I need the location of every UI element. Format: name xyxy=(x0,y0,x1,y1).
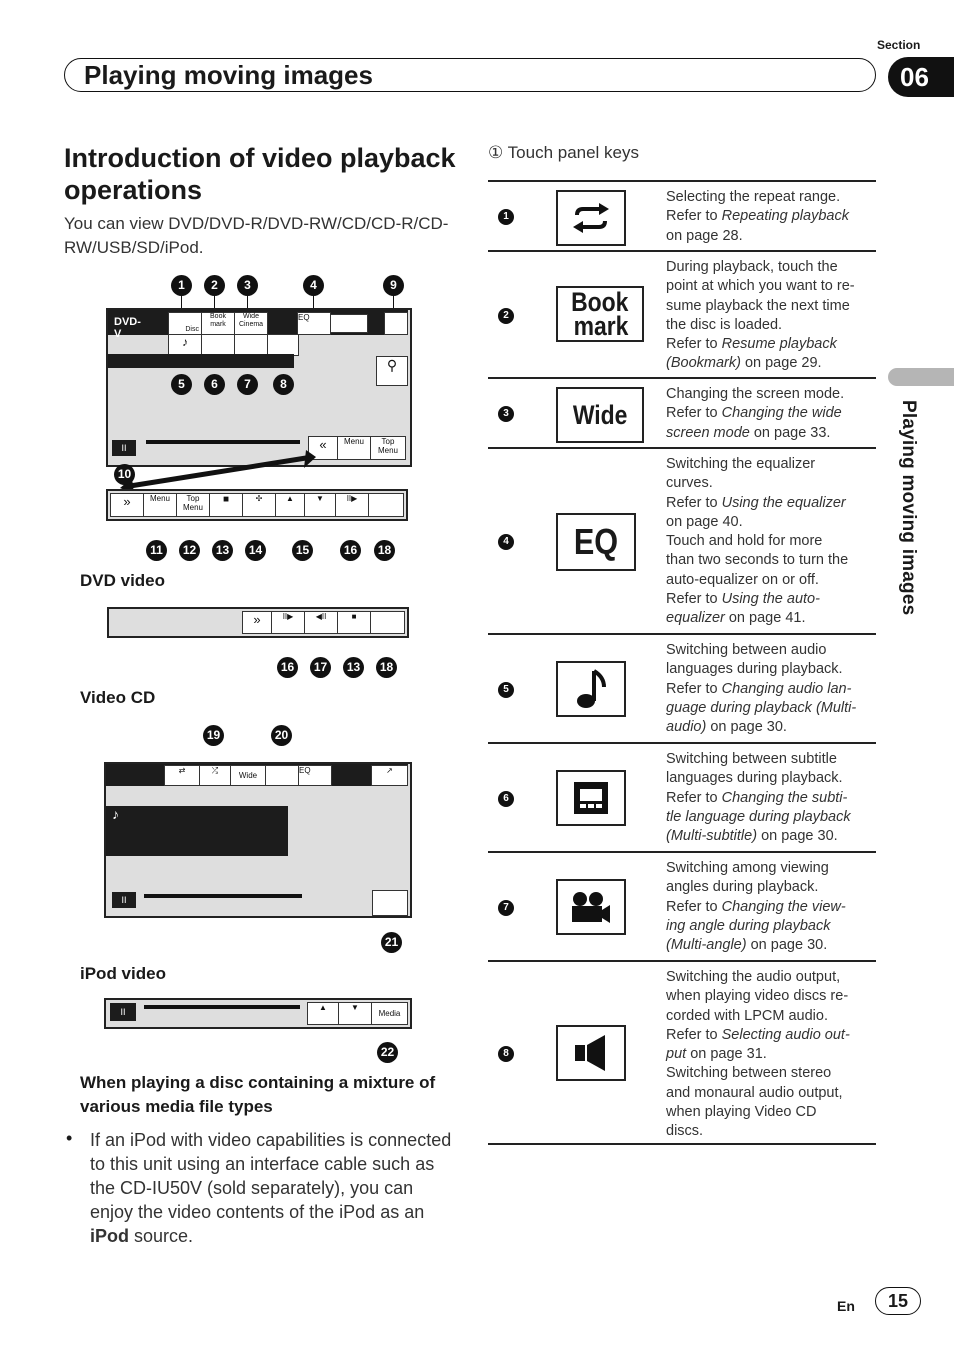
callout-21: 21 xyxy=(381,932,402,953)
callout-1: 1 xyxy=(171,275,192,296)
camera-icon xyxy=(556,879,626,935)
callout-11: 11 xyxy=(146,540,167,561)
callout-10: 10 xyxy=(114,464,135,485)
callout-8: 8 xyxy=(273,374,294,395)
subtitle-icon xyxy=(556,770,626,826)
repeat-icon xyxy=(556,190,626,246)
callout-4: 4 xyxy=(303,275,324,296)
intro-heading: Introduction of video playback operations xyxy=(64,143,456,205)
ipod-blank-key[interactable] xyxy=(265,765,299,786)
callout-9: 9 xyxy=(383,275,404,296)
callout-19: 19 xyxy=(203,725,224,746)
search-key[interactable]: ⚲ xyxy=(376,356,408,386)
menu-nav-key[interactable]: ✣ xyxy=(242,493,276,517)
music-note-icon: ♪ xyxy=(112,806,119,822)
wide-small-key[interactable]: Wide Cinema xyxy=(234,312,268,335)
intro-text: You can view DVD/DVD-R/DVD-RW/CD/CD-R/CD-RW/USB/SD/iPod. xyxy=(64,214,449,257)
row-description: Selecting the repeat range. Refer to Repeating playback on page 28. xyxy=(666,189,849,244)
row-number: 2 xyxy=(498,306,514,324)
prev-key[interactable]: ▲ xyxy=(275,493,305,517)
blank-key xyxy=(330,314,368,333)
ipod-video-label: iPod video xyxy=(80,964,166,983)
ipod-switch-key[interactable] xyxy=(372,890,408,916)
callout-18: 18 xyxy=(374,540,395,561)
row-description: Switching between subtitle languages during playback. Refer to Changing the subti- tle language during playback (Multi-subtitle) on page 30. xyxy=(666,751,851,845)
vcd-blank-key[interactable] xyxy=(370,611,405,634)
row-description: Switching the equalizer curves. Refer to Using the equalizer on page 40. Touch and hold for more than two seconds to turn the auto-equalizer on or off. Refer to Using the auto- equalizer on page 41. xyxy=(666,456,849,627)
section-number-badge: 06 xyxy=(888,57,954,97)
row-number: 5 xyxy=(498,680,514,698)
wide-key: Wide xyxy=(556,387,644,443)
callout-7: 7 xyxy=(237,374,258,395)
eq-small-key[interactable]: EQ xyxy=(297,312,331,335)
side-tab-label: Playing moving images xyxy=(898,400,919,616)
row-description: Switching between audio languages during playback. Refer to Changing audio lan- guage during playback (Multi- audio) on page 30. xyxy=(666,642,857,736)
side-tab-bar xyxy=(888,368,954,386)
ipod-repeat-key[interactable]: ⇄ xyxy=(164,765,200,786)
bar-top-menu-key[interactable]: Top Menu xyxy=(176,493,210,517)
audio-small-key[interactable]: ♪ xyxy=(168,334,202,356)
bookmark-small-key[interactable]: Book mark xyxy=(201,312,235,335)
dvd-source-label: DVD-V xyxy=(114,316,141,340)
callout-5: 5 xyxy=(171,374,192,395)
slow-forward-key[interactable]: II▶ xyxy=(335,493,369,517)
touch-key-row xyxy=(488,250,876,379)
speaker-icon xyxy=(556,1025,626,1081)
row-description: Changing the screen mode. Refer to Changing the wide screen mode on page 33. xyxy=(666,386,845,441)
vcd-slow-reverse-key[interactable]: ◀II xyxy=(304,611,338,634)
callout-12: 12 xyxy=(179,540,200,561)
blank-key-18[interactable] xyxy=(368,493,404,517)
mix-note-heading: When playing a disc containing a mixture of various media file types xyxy=(80,1073,436,1116)
callout-2: 2 xyxy=(204,275,225,296)
row-description: Switching the audio output, when playing video discs re- corded with LPCM audio. Refer to Selecting audio out- put on page 31. Switching between stereo and monaural audio output, when playing Video CD discs. xyxy=(666,969,850,1140)
touch-key-row xyxy=(488,180,876,252)
stop-key[interactable]: ■ xyxy=(209,493,243,517)
callout-13b: 13 xyxy=(343,657,364,678)
audio-output-small-key[interactable] xyxy=(267,334,299,356)
callout-22: 22 xyxy=(377,1042,398,1063)
subtitle-small-key[interactable] xyxy=(201,334,235,356)
scroll-back-key[interactable]: « xyxy=(308,436,338,460)
bar-menu-key[interactable]: Menu xyxy=(143,493,177,517)
next-key[interactable]: ▼ xyxy=(304,493,336,517)
ipod-wide-key[interactable]: Wide xyxy=(230,765,266,786)
bookmark-key: Book mark xyxy=(556,286,644,342)
scroll-forward-key[interactable]: » xyxy=(110,493,144,517)
vcd-slow-forward-key[interactable]: II▶ xyxy=(271,611,305,634)
callout-16b: 16 xyxy=(277,657,298,678)
row-number: 4 xyxy=(498,532,514,550)
page-number: 15 xyxy=(875,1287,921,1315)
touch-key-row xyxy=(488,851,876,962)
angle-small-key[interactable] xyxy=(234,334,268,356)
row-number: 7 xyxy=(498,898,514,916)
progress-bar[interactable] xyxy=(146,440,300,444)
callout-20: 20 xyxy=(271,725,292,746)
disc-key[interactable]: Disc xyxy=(168,312,202,335)
vcd-label: Video CD xyxy=(80,688,156,707)
ipod-progress-bar[interactable] xyxy=(144,894,302,898)
row-description: Switching among viewing angles during playback. Refer to Changing the view- ing angle during playback (Multi-angle) on page 30. xyxy=(666,860,846,954)
vcd-scroll-key[interactable]: » xyxy=(242,611,272,634)
pause-key[interactable]: II xyxy=(112,440,136,456)
ipod-expand-key[interactable]: ↗ xyxy=(371,765,408,786)
row-description: During playback, touch the point at which you want to re- sume playback the next time the disc is loaded. Refer to Resume playback (Bookmark) on page 29. xyxy=(666,259,855,372)
ipod-eq-key[interactable]: EQ xyxy=(298,765,332,786)
ipod-prev-key[interactable]: ▲ xyxy=(307,1002,339,1025)
ipod-bar-pause-key[interactable]: II xyxy=(110,1003,136,1021)
row-number: 1 xyxy=(498,207,514,225)
callout-14: 14 xyxy=(245,540,266,561)
ipod-next-key[interactable]: ▼ xyxy=(338,1002,372,1025)
row-number: 6 xyxy=(498,789,514,807)
dvd-info-bar xyxy=(108,354,294,368)
menu-key[interactable]: Menu xyxy=(337,436,371,460)
top-menu-key[interactable]: Top Menu xyxy=(370,436,406,460)
touch-key-row xyxy=(488,960,876,1145)
callout-17: 17 xyxy=(310,657,331,678)
touch-key-row xyxy=(488,742,876,853)
callout-16: 16 xyxy=(340,540,361,561)
callout-18b: 18 xyxy=(376,657,397,678)
touch-key-row xyxy=(488,633,876,744)
callout-6: 6 xyxy=(204,374,225,395)
expand-key[interactable] xyxy=(384,312,408,335)
ipod-shuffle-key[interactable]: ⤮ xyxy=(199,765,231,786)
ipod-info-panel xyxy=(106,806,288,856)
touch-keys-caption: ① Touch panel keys xyxy=(488,143,640,162)
callout-15: 15 xyxy=(292,540,313,561)
callout-3: 3 xyxy=(237,275,258,296)
footer-language: En xyxy=(837,1298,855,1314)
bullet-dot: • xyxy=(66,1128,73,1148)
row-number: 8 xyxy=(498,1044,514,1062)
row-number: 3 xyxy=(498,404,514,422)
touch-key-row xyxy=(488,447,876,635)
ipod-pause-key[interactable]: II xyxy=(112,892,136,908)
callout-13: 13 xyxy=(212,540,233,561)
dvd-video-label: DVD video xyxy=(80,571,166,590)
table-end-rule xyxy=(488,1143,876,1145)
media-key[interactable]: Media xyxy=(371,1002,408,1025)
bullet-text: If an iPod with video capabilities is connected to this unit using an interface cable such as the CD-IU50V (sold separately), you can enjoy the video contents of the iPod as an iPod source. xyxy=(90,1130,452,1246)
eq-key: EQ xyxy=(556,513,636,571)
vcd-stop-key[interactable]: ■ xyxy=(337,611,371,634)
section-label: Section xyxy=(877,38,921,52)
music-note-icon xyxy=(556,661,626,717)
page-title: Playing moving images xyxy=(84,60,373,90)
ipod-bar-progress[interactable] xyxy=(144,1005,300,1009)
touch-key-row xyxy=(488,377,876,449)
